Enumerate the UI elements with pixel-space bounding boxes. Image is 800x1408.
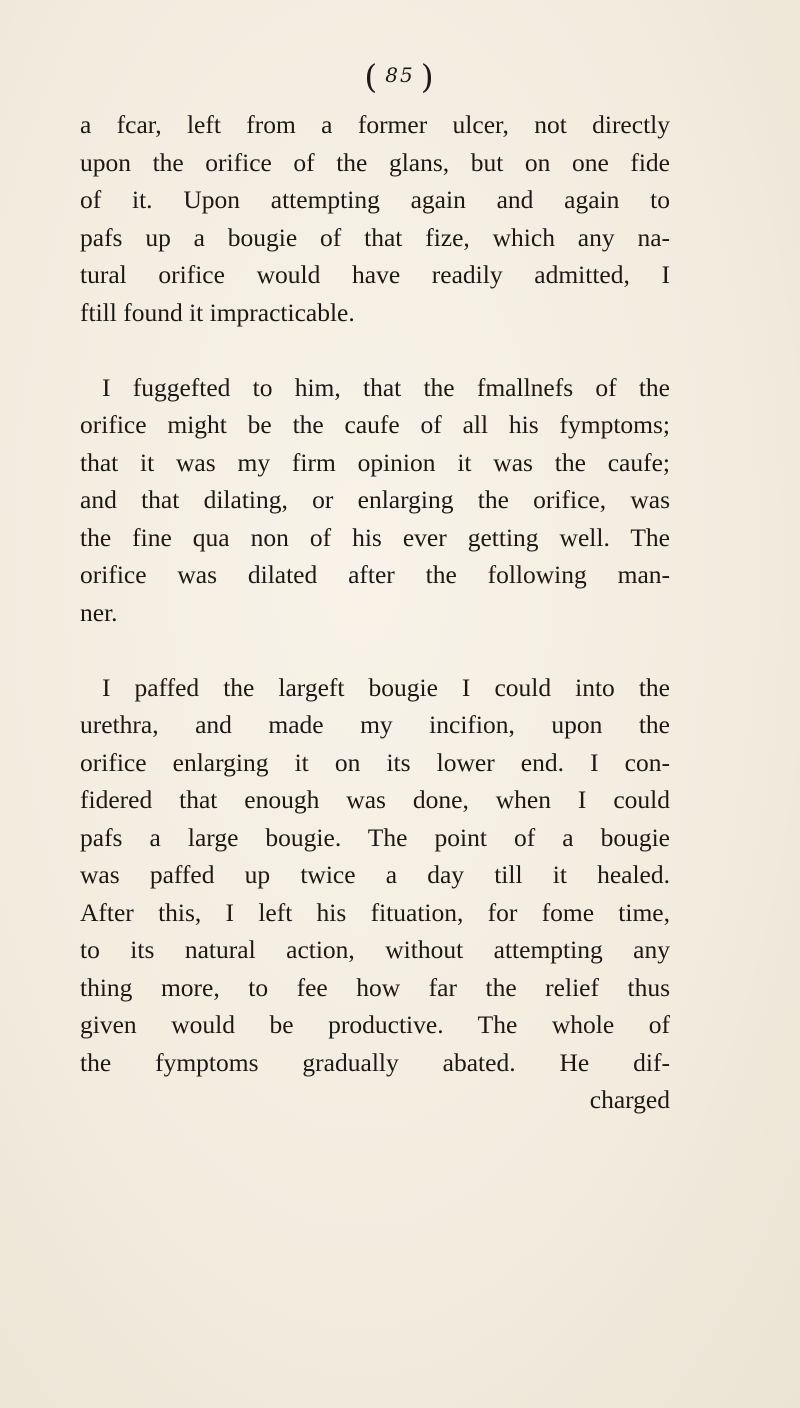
text-line: was paffed up twice a day till it healed. — [80, 860, 670, 889]
text-line: After this, I left his fituation, for fome time, — [80, 897, 670, 927]
text-line: orifice enlarging it on its lower end. I con- — [80, 747, 670, 777]
text-line: ftill found it impracticable. — [80, 297, 355, 327]
page-number-close-paren: ) — [420, 57, 436, 96]
page-number — [0, 57, 800, 96]
text-line: the fine qua non of his ever getting well. The — [80, 522, 670, 552]
text-line: and that dilating, or enlarging the orifice, was — [80, 485, 670, 514]
body-text — [80, 106, 670, 1119]
text-line: a fcar, left from a former ulcer, not directly — [80, 110, 670, 139]
text-line: tural orifice would have readily admitted, I — [80, 260, 670, 289]
text-line: orifice was dilated after the following man- — [80, 560, 670, 589]
text-line: of it. Upon attempting again and again to — [80, 185, 670, 214]
text-line: to its natural action, without attempting any — [80, 935, 670, 964]
text-line: orifice might be the caufe of all his fymptoms; — [80, 410, 670, 439]
text-line: urethra, and made my incifion, upon the — [80, 710, 670, 739]
text-line: given would be productive. The whole of — [80, 1010, 670, 1039]
text-line: I fuggefted to him, that the fmallnefs of the — [102, 372, 670, 402]
text-line: the fymptoms gradually abated. He dif- — [80, 1047, 670, 1077]
text-line: ner. — [80, 597, 118, 627]
text-line: fidered that enough was done, when I could — [80, 785, 670, 814]
paragraph-3 — [80, 669, 670, 1082]
text-line: pafs a large bougie. The point of a bougie — [80, 822, 670, 852]
text-line: pafs up a bougie of that fize, which any na- — [80, 222, 670, 252]
text-line: thing more, to fee how far the relief thus — [80, 972, 670, 1002]
paragraph-2 — [80, 369, 670, 632]
paragraph-1 — [80, 106, 670, 331]
text-line: I paffed the largeft bougie I could into the — [102, 672, 670, 702]
paragraph-gap — [80, 631, 670, 669]
page-number-value: 85 — [385, 63, 415, 87]
text-line: upon the orifice of the glans, but on one fide — [80, 147, 670, 177]
text-line: that it was my firm opinion it was the caufe; — [80, 447, 670, 477]
paragraph-gap — [80, 331, 670, 369]
catchword: charged — [589, 1085, 670, 1114]
page-number-open-paren: ( — [364, 57, 380, 96]
